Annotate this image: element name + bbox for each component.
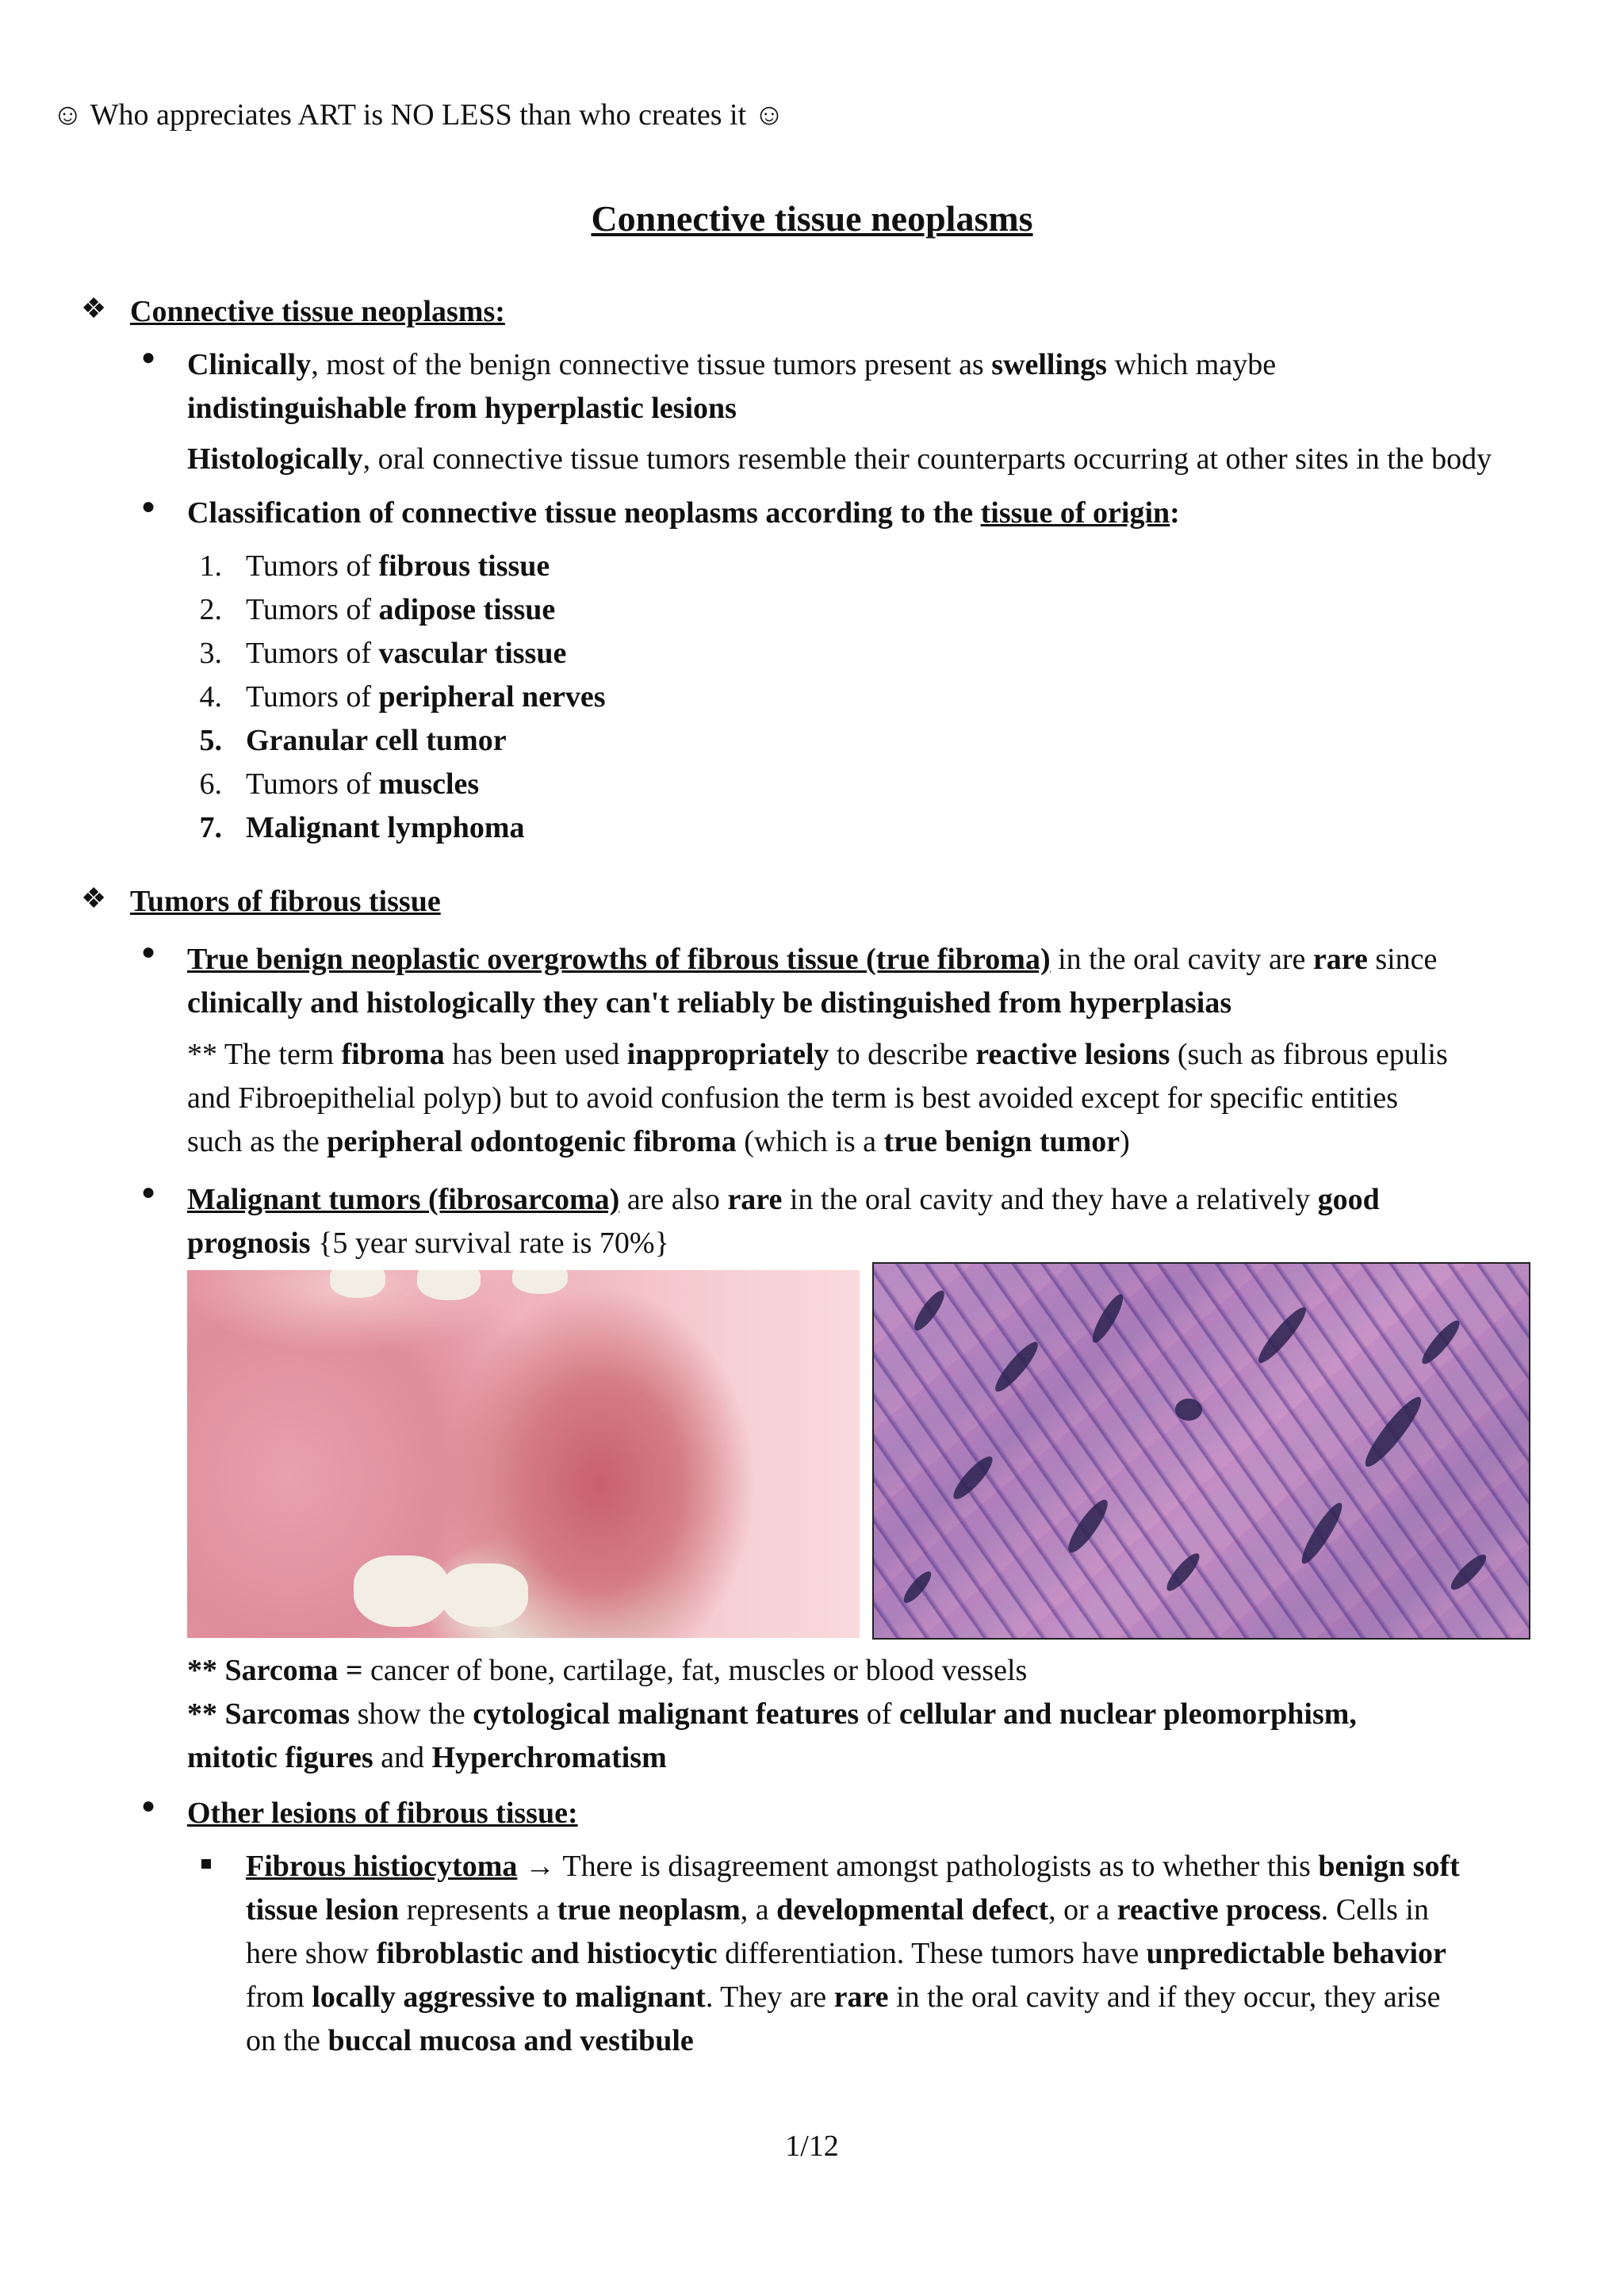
clinically-line-2: indistinguishable from hyperplastic lesions [187, 392, 737, 425]
sarcoma-features-line-1: ** Sarcomas show the cytological malignant features of cellular and nuclear pleomorphism, [187, 1697, 1357, 1731]
fibroma-note-line-2: and Fibroepithelial polyp) but to avoid confusion the term is best avoided except for specific entities [187, 1081, 1398, 1115]
list-number: 3. [199, 637, 222, 670]
list-number: 6. [199, 767, 222, 801]
tooth-shape [354, 1556, 449, 1627]
classification-line: Classification of connective tissue neoplasms according to the tissue of origin: [187, 496, 1180, 530]
tooth-shape [330, 1270, 385, 1298]
list-number: 2. [199, 593, 222, 626]
nucleus-shape [1063, 1495, 1113, 1557]
page-title: Connective tissue neoplasms [591, 198, 1033, 239]
fibrosarcoma-line-2: prognosis {5 year survival rate is 70%} [187, 1226, 669, 1260]
header-motto: ☺ Who appreciates ART is NO LESS than who creates it ☺ [52, 98, 785, 132]
nucleus-shape [1253, 1303, 1311, 1368]
square-bullet-icon [201, 1859, 211, 1869]
tooth-shape [512, 1270, 568, 1294]
bullet-icon: ● [141, 1793, 156, 1819]
nucleus-shape [1297, 1499, 1348, 1568]
nucleus-shape [1162, 1549, 1204, 1595]
nucleus-shape [990, 1337, 1044, 1396]
fibroma-note-line-3: such as the peripheral odontogenic fibroma (which is a true benign tumor) [187, 1125, 1130, 1158]
true-fibroma-line-1: True benign neoplastic overgrowths of fibrous tissue (true fibroma) in the oral cavity are rare since [187, 943, 1438, 976]
section-heading-fibrous: Tumors of fibrous tissue [130, 885, 441, 918]
sarcoma-features-line-2: mitotic figures and Hyperchromatism [187, 1741, 667, 1774]
fibrosarcoma-line-1: Malignant tumors (fibrosarcoma) are also rare in the oral cavity and they have a relatively good [187, 1183, 1380, 1216]
tooth-shape [441, 1563, 528, 1627]
list-item: Malignant lymphoma [246, 811, 525, 844]
nucleus-shape [1418, 1316, 1465, 1368]
bullet-icon: ● [141, 344, 156, 370]
bullet-icon: ● [141, 939, 156, 965]
list-item: Tumors of peripheral nerves [246, 680, 606, 714]
bullet-icon: ● [141, 1179, 156, 1205]
page-number: 1/12 [785, 2130, 839, 2163]
fibrous-histiocytoma-line-4: from locally aggressive to malignant. They are rare in the oral cavity and if they occur, they arise [246, 1980, 1441, 2014]
tooth-shape [417, 1270, 481, 1300]
nucleus-shape [910, 1287, 948, 1334]
section-heading-connective: Connective tissue neoplasms: [130, 295, 505, 328]
list-number: 5. [199, 724, 222, 757]
bullet-icon: ● [141, 493, 156, 519]
list-number: 7. [199, 811, 222, 844]
list-item: Tumors of adipose tissue [246, 593, 556, 626]
nucleus-shape [1359, 1391, 1428, 1471]
list-number: 1. [199, 549, 222, 583]
sarcoma-definition: ** Sarcoma = cancer of bone, cartilage, fat, muscles or blood vessels [187, 1654, 1028, 1687]
nucleus-shape [900, 1568, 935, 1607]
fibrous-histiocytoma-line-2: tissue lesion represents a true neoplasm, a developmental defect, or a reactive process. Cells in [246, 1893, 1429, 1927]
diamond-bullet-icon: ❖ [81, 293, 107, 324]
list-item: Tumors of vascular tissue [246, 637, 567, 670]
fibrous-histiocytoma-line-1: Fibrous histiocytoma → There is disagreement amongst pathologists as to whether this benign soft [246, 1850, 1460, 1883]
histologically-line: Histologically, oral connective tissue tumors resemble their counterparts occurring at other sites in the body [187, 442, 1492, 476]
histology-photo-fibrosarcoma [872, 1262, 1530, 1640]
clinically-line-1: Clinically, most of the benign connective tissue tumors present as swellings which maybe [187, 348, 1277, 381]
fibrous-histiocytoma-line-5: on the buccal mucosa and vestibule [246, 2024, 694, 2057]
nucleus-shape [948, 1452, 998, 1503]
list-item: Tumors of fibrous tissue [246, 549, 550, 583]
fibrous-histiocytoma-line-3: here show fibroblastic and histiocytic differentiation. These tumors have unpredictable behavior [246, 1937, 1446, 1970]
nucleus-shape [1446, 1550, 1490, 1594]
clinical-photo-fibrosarcoma [187, 1270, 860, 1638]
true-fibroma-line-2: clinically and histologically they can't reliably be distinguished from hyperplasias [187, 986, 1232, 1020]
list-item: Granular cell tumor [246, 724, 507, 757]
list-item: Tumors of muscles [246, 767, 480, 801]
nucleus-shape [1175, 1399, 1202, 1421]
fibroma-note-line-1: ** The term fibroma has been used inappropriately to describe reactive lesions (such as fibrous epulis [187, 1038, 1448, 1071]
diamond-bullet-icon: ❖ [81, 882, 107, 914]
list-number: 4. [199, 680, 222, 714]
other-lesions-heading: Other lesions of fibrous tissue: [187, 1797, 578, 1830]
nucleus-shape [1088, 1291, 1128, 1346]
